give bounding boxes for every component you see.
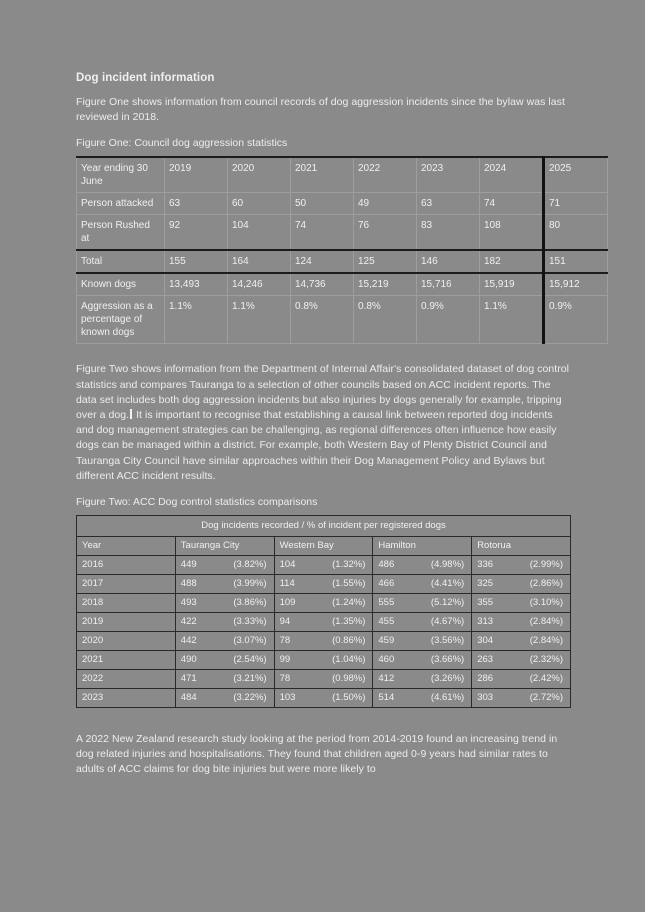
page-title: Dog incident information xyxy=(76,72,215,84)
figure-one-year-2023: 2023 xyxy=(417,157,480,193)
count-value: 455 xyxy=(378,616,395,628)
percent-value: (3.21%) xyxy=(233,673,267,685)
cell-value: 13,493 xyxy=(165,273,228,296)
cell-value: 125 xyxy=(354,250,417,273)
column-header-rotorua: Rotorua xyxy=(472,537,571,556)
cell-year: 2022 xyxy=(77,670,176,689)
table-row xyxy=(77,613,571,632)
percent-value: (3.86%) xyxy=(233,597,267,609)
closing-paragraph: A 2022 New Zealand research study looking at the period from 2014-2019 found an increasing trend in dog related injuries and hospitalisations. They found that children aged 0-9 years had similar rates to adults of ACC claims for dog bite injuries but were more likely to xyxy=(76,733,558,776)
figure-one-caption: Figure One: Council dog aggression statistics xyxy=(76,137,288,150)
count-value: 94 xyxy=(279,616,291,628)
cell-western-bay xyxy=(274,594,373,613)
percent-value: (0.86%) xyxy=(332,635,366,647)
cell-rotorua xyxy=(472,556,571,575)
percent-value: (3.56%) xyxy=(430,635,465,647)
cell-value: 76 xyxy=(354,215,417,251)
cell-value: 146 xyxy=(417,250,480,273)
percent-value: (2.84%) xyxy=(529,616,563,628)
count-value: 493 xyxy=(180,597,197,609)
percent-value: (2.32%) xyxy=(529,654,563,666)
count-value: 104 xyxy=(279,559,296,571)
figure-one-year-2022: 2022 xyxy=(354,157,417,193)
count-value: 449 xyxy=(180,559,197,571)
count-value: 488 xyxy=(180,578,197,590)
count-value: 490 xyxy=(180,654,197,666)
cell-rotorua xyxy=(472,689,571,708)
count-value: 471 xyxy=(180,673,197,685)
percent-value: (3.66%) xyxy=(430,654,465,666)
cell-tauranga xyxy=(175,594,274,613)
cell-western-bay xyxy=(274,651,373,670)
figure-one-year-2020: 2020 xyxy=(228,157,291,193)
percent-value: (4.61%) xyxy=(430,692,465,704)
percent-value: (0.98%) xyxy=(332,673,366,685)
text-cursor-caret xyxy=(130,409,132,419)
count-value: 355 xyxy=(477,597,494,609)
cell-tauranga xyxy=(175,556,274,575)
count-value: 442 xyxy=(180,635,197,647)
cell-value: 164 xyxy=(228,250,291,273)
percent-value: (1.55%) xyxy=(332,578,366,590)
column-header-western-bay: Western Bay xyxy=(274,537,373,556)
percent-value: (2.42%) xyxy=(529,673,563,685)
cell-year: 2019 xyxy=(77,613,176,632)
percent-value: (1.04%) xyxy=(332,654,366,666)
percent-value: (1.50%) xyxy=(332,692,366,704)
cell-year: 2018 xyxy=(77,594,176,613)
count-value: 263 xyxy=(477,654,494,666)
cell-western-bay xyxy=(274,632,373,651)
cell-hamilton xyxy=(373,575,472,594)
percent-value: (2.72%) xyxy=(529,692,563,704)
percent-value: (4.41%) xyxy=(430,578,465,590)
cell-value: 0.9% xyxy=(544,296,608,344)
table-row xyxy=(77,670,571,689)
count-value: 514 xyxy=(378,692,395,704)
cell-western-bay xyxy=(274,575,373,594)
cell-western-bay xyxy=(274,613,373,632)
count-value: 484 xyxy=(180,692,197,704)
count-value: 109 xyxy=(279,597,296,609)
percent-value: (1.24%) xyxy=(332,597,366,609)
cell-year: 2017 xyxy=(77,575,176,594)
cell-value: 74 xyxy=(480,193,544,215)
percent-value: (3.07%) xyxy=(233,635,267,647)
cell-value: 15,716 xyxy=(417,273,480,296)
cell-western-bay xyxy=(274,556,373,575)
row-label: Aggression as a percentage of known dogs xyxy=(77,296,165,344)
cell-western-bay xyxy=(274,670,373,689)
table-row-banner xyxy=(77,516,571,537)
cell-value: 15,912 xyxy=(544,273,608,296)
cell-value: 49 xyxy=(354,193,417,215)
cell-year: 2016 xyxy=(77,556,176,575)
intro-paragraph: Figure One shows information from council records of dog aggression incidents since the bylaw was last reviewed in 2018. xyxy=(76,96,565,124)
percent-value: (3.33%) xyxy=(233,616,267,628)
cell-value: 50 xyxy=(291,193,354,215)
document-body xyxy=(76,72,580,778)
cell-value: 1.1% xyxy=(228,296,291,344)
cell-western-bay xyxy=(274,689,373,708)
table-row xyxy=(77,632,571,651)
cell-value: 83 xyxy=(417,215,480,251)
figure-one-year-2019: 2019 xyxy=(165,157,228,193)
cell-rotorua xyxy=(472,632,571,651)
cell-year: 2023 xyxy=(77,689,176,708)
cell-value: 80 xyxy=(544,215,608,251)
count-value: 336 xyxy=(477,559,494,571)
table-row-known-dogs xyxy=(77,273,608,296)
count-value: 412 xyxy=(378,673,395,685)
percent-value: (4.98%) xyxy=(430,559,465,571)
cell-rotorua xyxy=(472,670,571,689)
cell-value: 182 xyxy=(480,250,544,273)
column-header-year: Year xyxy=(77,537,176,556)
column-header-tauranga-city: Tauranga City xyxy=(175,537,274,556)
row-label: Person attacked xyxy=(77,193,165,215)
table-row xyxy=(77,556,571,575)
cell-value: 108 xyxy=(480,215,544,251)
figure-two-banner: Dog incidents recorded / % of incident per registered dogs xyxy=(77,516,571,537)
percent-value: (3.99%) xyxy=(233,578,267,590)
cell-tauranga xyxy=(175,632,274,651)
table-row xyxy=(77,651,571,670)
percent-value: (5.12%) xyxy=(430,597,465,609)
cell-value: 1.1% xyxy=(480,296,544,344)
cell-value: 0.9% xyxy=(417,296,480,344)
middle-paragraph xyxy=(76,362,571,484)
table-row-total xyxy=(77,250,608,273)
cell-hamilton xyxy=(373,651,472,670)
count-value: 313 xyxy=(477,616,494,628)
cell-tauranga xyxy=(175,613,274,632)
cell-value: 14,246 xyxy=(228,273,291,296)
table-row-header xyxy=(77,157,608,193)
figure-one-year-2025: 2025 xyxy=(544,157,608,193)
cell-hamilton xyxy=(373,670,472,689)
middle-paragraph-part2: It is important to recognise that establishing a causal link between reported dog incidents and dog management strategies can be challenging, as regional differences often influence how easily dogs can be managed within a district. For example, both Western Bay of Plenty District Council and Tauranga City Council have similar approaches within their Dog Management Policy and Bylaws but different ACC incident results. xyxy=(76,409,557,482)
table-row xyxy=(77,689,571,708)
cell-value: 104 xyxy=(228,215,291,251)
table-row-person-rushed-at xyxy=(77,215,608,251)
percent-value: (2.84%) xyxy=(529,635,563,647)
table-row-aggression-percentage xyxy=(77,296,608,344)
cell-value: 63 xyxy=(165,193,228,215)
percent-value: (1.32%) xyxy=(332,559,366,571)
percent-value: (3.22%) xyxy=(233,692,267,704)
count-value: 486 xyxy=(378,559,395,571)
cell-tauranga xyxy=(175,651,274,670)
cell-hamilton xyxy=(373,689,472,708)
percent-value: (2.99%) xyxy=(529,559,563,571)
cell-value: 124 xyxy=(291,250,354,273)
cell-tauranga xyxy=(175,670,274,689)
cell-value: 71 xyxy=(544,193,608,215)
percent-value: (4.67%) xyxy=(430,616,465,628)
count-value: 103 xyxy=(279,692,296,704)
figure-two-caption: Figure Two: ACC Dog control statistics comparisons xyxy=(76,496,318,509)
count-value: 325 xyxy=(477,578,494,590)
cell-tauranga xyxy=(175,689,274,708)
column-header-hamilton: Hamilton xyxy=(373,537,472,556)
percent-value: (1.35%) xyxy=(332,616,366,628)
cell-value: 15,219 xyxy=(354,273,417,296)
percent-value: (3.82%) xyxy=(233,559,267,571)
count-value: 304 xyxy=(477,635,494,647)
cell-value: 1.1% xyxy=(165,296,228,344)
cell-value: 14,736 xyxy=(291,273,354,296)
count-value: 466 xyxy=(378,578,395,590)
cell-tauranga xyxy=(175,575,274,594)
cell-rotorua xyxy=(472,651,571,670)
cell-value: 15,919 xyxy=(480,273,544,296)
cell-year: 2021 xyxy=(77,651,176,670)
figure-one-row-header-label: Year ending 30 June xyxy=(77,157,165,193)
cell-value: 92 xyxy=(165,215,228,251)
cell-value: 155 xyxy=(165,250,228,273)
count-value: 78 xyxy=(279,635,291,647)
percent-value: (3.10%) xyxy=(529,597,563,609)
count-value: 459 xyxy=(378,635,395,647)
cell-rotorua xyxy=(472,613,571,632)
figure-one-year-2024: 2024 xyxy=(480,157,544,193)
figure-two-table xyxy=(76,515,571,708)
count-value: 460 xyxy=(378,654,395,666)
table-row-header xyxy=(77,537,571,556)
cell-value: 60 xyxy=(228,193,291,215)
table-row xyxy=(77,575,571,594)
count-value: 286 xyxy=(477,673,494,685)
cell-hamilton xyxy=(373,613,472,632)
figure-one-table xyxy=(76,156,608,344)
cell-rotorua xyxy=(472,575,571,594)
cell-year: 2020 xyxy=(77,632,176,651)
percent-value: (2.54%) xyxy=(233,654,267,666)
cell-hamilton xyxy=(373,556,472,575)
row-label: Total xyxy=(77,250,165,273)
cell-hamilton xyxy=(373,632,472,651)
count-value: 422 xyxy=(180,616,197,628)
cell-rotorua xyxy=(472,594,571,613)
percent-value: (2.86%) xyxy=(529,578,563,590)
figure-one-year-2021: 2021 xyxy=(291,157,354,193)
middle-paragraph-part1: Figure Two shows information from the Department of Internal Affair's consolidated dataset of dog control statistics and compares Tauranga to a selection of other councils based on ACC incident reports. The data set includes both dog aggression incidents but also injuries by dogs generally for example, tripping over a dog. xyxy=(76,363,570,422)
row-label: Person Rushed at xyxy=(77,215,165,251)
row-label: Known dogs xyxy=(77,273,165,296)
cell-value: 0.8% xyxy=(354,296,417,344)
cell-value: 74 xyxy=(291,215,354,251)
cell-value: 151 xyxy=(544,250,608,273)
count-value: 99 xyxy=(279,654,291,666)
cell-value: 0.8% xyxy=(291,296,354,344)
percent-value: (3.26%) xyxy=(430,673,465,685)
count-value: 78 xyxy=(279,673,291,685)
count-value: 114 xyxy=(279,578,295,590)
table-row xyxy=(77,594,571,613)
count-value: 303 xyxy=(477,692,494,704)
count-value: 555 xyxy=(378,597,395,609)
table-row-person-attacked xyxy=(77,193,608,215)
cell-hamilton xyxy=(373,594,472,613)
cell-value: 63 xyxy=(417,193,480,215)
